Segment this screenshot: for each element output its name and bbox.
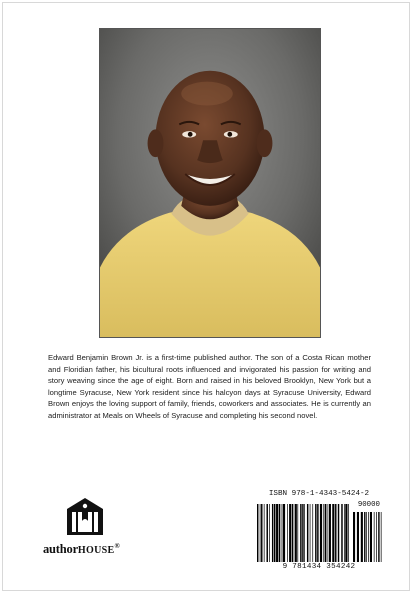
barcode-bar — [317, 504, 318, 562]
addon-barcode-bar — [357, 512, 359, 562]
barcode-bar — [344, 504, 345, 562]
barcode-bar — [261, 504, 262, 562]
barcode-bar — [329, 504, 331, 562]
barcode-bar — [279, 504, 280, 562]
authorhouse-house-icon — [63, 495, 107, 539]
addon-barcode-bar — [364, 512, 365, 562]
barcode-bar — [348, 504, 349, 562]
addon-barcode-bar — [361, 512, 363, 562]
barcode-bar — [269, 504, 270, 562]
barcode-bar — [327, 504, 328, 562]
barcode-bar — [287, 504, 288, 562]
addon-barcode-bar — [381, 512, 382, 562]
addon-barcode-bar — [370, 512, 372, 562]
barcode-bar — [300, 504, 301, 562]
barcode-bar — [267, 504, 268, 562]
publisher-name-right: HOUSE — [77, 545, 115, 557]
barcode-bar — [304, 504, 305, 562]
price-code: 90000 — [357, 501, 380, 509]
barcode-bar — [307, 504, 308, 562]
publisher-name — [43, 542, 153, 557]
barcode-bar — [297, 504, 298, 562]
author-bio: Edward Benjamin Brown Jr. is a first-time published author. The son of a Costa Rican mother and Floridian father, his bicultural roots influenced and invigorated his passion for writing and story weaving since the age of eight. Born and raised in his beloved Brooklyn, New York but a longtime Syracuse, New York resident since his halcyon days at Syracuse University, Edward Brown enjoys the loving support of family, friends, coworkers and associates. He is currently an administrator at Meals on Wheels of Syracuse and completing his second novel. — [48, 353, 371, 420]
barcode-bar — [341, 504, 342, 562]
addon-barcode-bar — [374, 512, 375, 562]
barcode-bar — [323, 504, 324, 562]
addon-barcode-bar — [368, 512, 369, 562]
registered-mark: ® — [114, 542, 120, 550]
barcode-bar — [312, 504, 313, 562]
barcode-bar — [283, 504, 285, 562]
addon-barcode-bar — [366, 512, 367, 562]
publisher-logo — [43, 495, 153, 565]
publisher-name-left: author — [43, 542, 78, 557]
isbn-barcode-block — [255, 490, 383, 574]
barcode-bar — [292, 504, 293, 562]
barcode-bar — [315, 504, 316, 562]
back-cover — [2, 2, 410, 591]
barcode-bar — [302, 504, 303, 562]
barcode-bar — [289, 504, 291, 562]
barcode-bar — [345, 504, 347, 562]
addon-barcode-bar — [353, 512, 355, 562]
ean-digits: 9 781434 354242 — [282, 563, 356, 571]
isbn-label: ISBN 978-1-4343-5424-2 — [268, 490, 370, 498]
addon-barcode-bar — [378, 512, 379, 562]
barcode-bar — [332, 504, 334, 562]
author-photo — [99, 28, 321, 338]
barcode-bar — [320, 504, 322, 562]
barcode-bar — [335, 504, 336, 562]
barcode-bar — [257, 504, 258, 562]
barcode-bar — [264, 504, 265, 562]
barcode-bar — [272, 504, 273, 562]
addon-barcode-bar — [376, 512, 377, 562]
barcode-bar — [260, 504, 261, 562]
barcode-bar — [325, 504, 326, 562]
barcode-bar — [282, 504, 283, 562]
author-portrait — [100, 29, 320, 337]
barcode-bar — [274, 504, 275, 562]
barcode-bar — [295, 504, 297, 562]
barcode-bar — [310, 504, 311, 562]
barcode-bar — [338, 504, 339, 562]
barcode-bar — [276, 504, 278, 562]
